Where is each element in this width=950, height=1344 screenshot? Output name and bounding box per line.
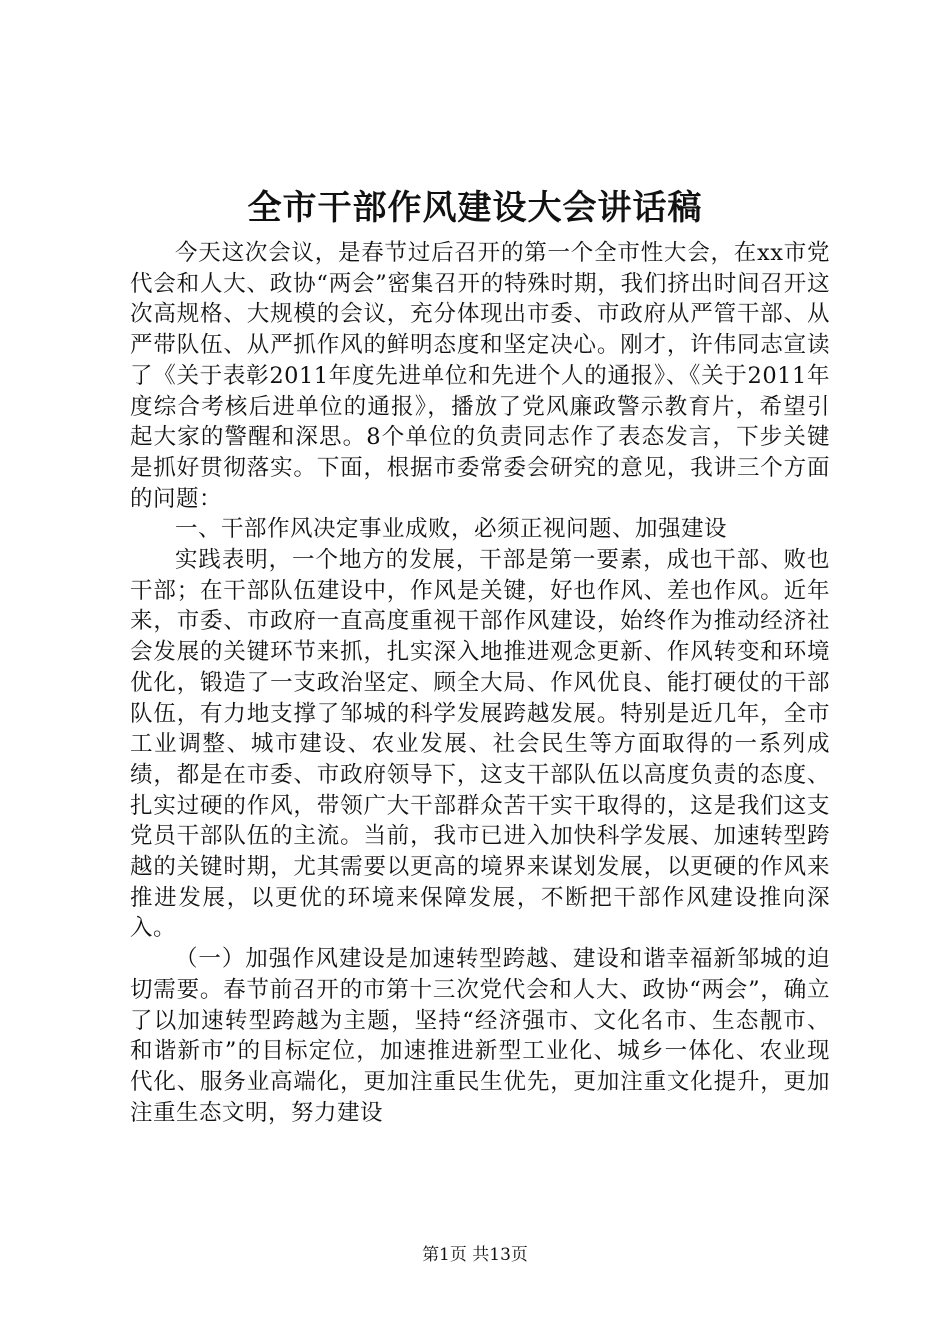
- section-heading-1: 一、干部作风决定事业成败，必须正视问题、加强建设: [175, 516, 728, 543]
- page-footer: 第1页 共13页: [422, 1245, 528, 1265]
- document-body: [130, 238, 830, 1128]
- paragraph-intro: 今天这次会议，是春节过后召开的第一个全市性大会，在xx市党代会和人大、政协“两会”密集召开的特殊时期，我们挤出时间召开这次高规格、大规模的会议，充分体现出市委、市政府从严管干部、从严带队伍、从严抓作风的鲜明态度和坚定决心。刚才，许伟同志宣读了《关于表彰2011年度先进单位和先进个人的通报》、《关于2011年度综合考核后进单位的通报》，播放了党风廉政警示教育片，希望引起大家的警醒和深思。8个单位的负责同志作了表态发言，下步关键是抓好贯彻落实。下面，根据市委常委会研究的意见，我讲三个方面的问题：: [130, 240, 830, 512]
- paragraph-subsection-1: （一）加强作风建设是加速转型跨越、建设和谐幸福新邹城的迫切需要。春节前召开的市第十三次党代会和人大、政协“两会”，确立了以加速转型跨越为主题，坚持“经济强市、文化名市、生态靓市、和谐新市”的目标定位，加速推进新型工业化、城乡一体化、农业现代化、服务业高端化，更加注重民生优先，更加注重文化提升，更加注重生态文明，努力建设: [130, 946, 830, 1126]
- paragraph-section-1: 实践表明，一个地方的发展，干部是第一要素，成也干部、败也干部；在干部队伍建设中，作风是关键，好也作风、差也作风。近年来，市委、市政府一直高度重视干部作风建设，始终作为推动经济社会发展的关键环节来抓，扎实深入地推进观念更新、作风转变和环境优化，锻造了一支政治坚定、顾全大局、作风优良、能打硬仗的干部队伍，有力地支撑了邹城的科学发展跨越发展。特别是近几年，全市工业调整、城市建设、农业发展、社会民生等方面取得的一系列成绩，都是在市委、市政府领导下，这支干部队伍以高度负责的态度、扎实过硬的作风，带领广大干部群众苦干实干取得的，这是我们这支党员干部队伍的主流。当前，我市已进入加快科学发展、加速转型跨越的关键时期，尤其需要以更高的境界来谋划发展，以更硬的作风来推进发展，以更优的环境来保障发展，不断把干部作风建设推向深入。: [130, 547, 830, 942]
- document-title: 全市干部作风建设大会讲话稿: [247, 188, 703, 228]
